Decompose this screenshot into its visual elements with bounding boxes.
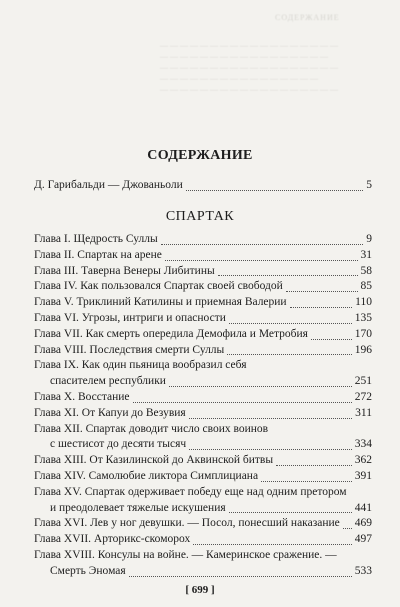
dot-leader [165, 259, 358, 261]
toc-entry-page: 170 [354, 327, 372, 340]
toc-entry [34, 406, 372, 422]
toc-entry-title: Глава II. Спартак на арене [34, 248, 162, 261]
toc-entry-page: 85 [360, 280, 372, 293]
toc-entry-page: 135 [354, 311, 372, 324]
toc-entry-title: Глава VI. Угрозы, интриги и опасности [34, 311, 226, 324]
toc-entry-page: 9 [366, 233, 372, 245]
toc-entry-title: Глава XIII. От Казилинской до Аквинской битвы [34, 454, 274, 467]
dot-leader [343, 527, 352, 529]
intro-title: Д. Гарибальди — Джованьоли [34, 179, 183, 191]
toc-entry [34, 422, 372, 454]
dot-leader [229, 322, 352, 324]
dot-leader [161, 243, 364, 245]
toc-entry-title-cont: Смерть Эномая [50, 564, 126, 577]
dot-leader [261, 480, 352, 482]
section-heading: СПАРТАК [165, 209, 235, 224]
toc-entry-title: Глава XIV. Самолюбие ликтора Симплициана [34, 469, 259, 482]
intro-page: 5 [366, 179, 372, 191]
dot-leader [193, 543, 352, 545]
toc-entry-page: 251 [354, 375, 372, 388]
toc-entry-title-cont: спасителем республики [50, 375, 166, 388]
toc-entry-title: Глава VIII. Последствия смерти Суллы [34, 343, 225, 356]
toc-entry-title: Глава IV. Как пользовался Спартак своей свободой [34, 280, 283, 293]
toc-entry-title: Глава VII. Как смерть опередила Демофила и Метробия [34, 327, 308, 340]
toc-entry-page: 272 [354, 390, 372, 403]
toc-entry-title: Глава IX. Как один пьяница вообразил себя [34, 359, 247, 372]
toc-entry [34, 485, 372, 517]
dot-leader [290, 306, 353, 308]
dot-leader [189, 448, 352, 450]
toc-entry-page: 196 [354, 343, 372, 356]
toc-entry [34, 327, 372, 343]
toc-entry [34, 343, 372, 359]
dot-leader [229, 511, 352, 513]
toc-entry-page: 110 [355, 296, 372, 309]
toc-entry [34, 358, 372, 390]
toc-entry-title: Глава XI. От Капуи до Везувия [34, 406, 186, 419]
toc-entry-page: 469 [354, 517, 372, 530]
toc-entry [34, 469, 372, 485]
toc-entry-title: Глава XII. Спартак доводит число своих воинов [34, 422, 269, 435]
toc-entry-title: Глава XVI. Лев у ног девушки. — Посол, понесший наказание [34, 517, 340, 530]
dot-leader [186, 189, 363, 191]
toc-entry [34, 295, 372, 311]
dot-leader [227, 353, 351, 355]
toc-entry [34, 232, 372, 248]
intro-entry [34, 178, 372, 194]
toc-entry-page: 497 [354, 533, 372, 546]
toc-entry-title-cont: и преодолевает тяжелые искушения [50, 501, 226, 514]
toc-entry-title-cont: с шестисот до десяти тысяч [50, 438, 187, 451]
toc-entry [34, 248, 372, 264]
toc-entry [34, 311, 372, 327]
toc-entry-title: Глава XVIII. Консулы на войне. — Камеринское сражение. — [34, 548, 337, 561]
toc-entry [34, 532, 372, 548]
dot-leader [311, 338, 352, 340]
toc-entry-title: Глава X. Восстание [34, 390, 130, 403]
dot-leader [276, 464, 352, 466]
toc-entry-page: 533 [354, 564, 372, 577]
toc-entry [34, 390, 372, 406]
contents-heading: СОДЕРЖАНИЕ [147, 148, 253, 163]
dot-leader [133, 401, 352, 403]
dot-leader [218, 274, 358, 276]
toc-entry [34, 279, 372, 295]
toc-entry [34, 548, 372, 580]
toc-entry-page: 334 [354, 438, 372, 451]
toc-entry-title: Глава XV. Спартак одерживает победу еще над одним претором [34, 485, 347, 498]
toc-entry-page: 311 [355, 406, 372, 419]
dot-leader [286, 290, 358, 292]
toc-entry-page: 391 [354, 469, 372, 482]
toc-entry [34, 453, 372, 469]
toc-entry-title: Глава XVII. Арторикс-скоморох [34, 533, 191, 546]
toc-entry-page: 31 [360, 248, 372, 261]
toc-entry-title: Глава I. Щедрость Суллы [34, 233, 158, 245]
toc-entry-title: Глава III. Таверна Венеры Либитины [34, 264, 215, 277]
toc-entry [34, 264, 372, 280]
bleed-through-text: СОДЕРЖАНИЕ — — — — — — — — — — — — — — — — — — — — — — — — — — — — — — — — — — — — — — — — — — — — — — — — — — — — — — — — — — — — — — — — — — — — — — — — — — — — — — — — — — — — — — — [160, 13, 340, 94]
table-of-contents [34, 232, 372, 580]
toc-entry-page: 362 [354, 454, 372, 467]
page-number: [ 699 ] [185, 584, 215, 596]
dot-leader [129, 575, 352, 577]
toc-entry-page: 441 [354, 501, 372, 514]
toc-entry [34, 516, 372, 532]
toc-entry-title: Глава V. Триклиний Катилины и приемная Валерии [34, 296, 287, 309]
dot-leader [169, 385, 352, 387]
dot-leader [189, 417, 352, 419]
toc-entry-page: 58 [360, 264, 372, 277]
